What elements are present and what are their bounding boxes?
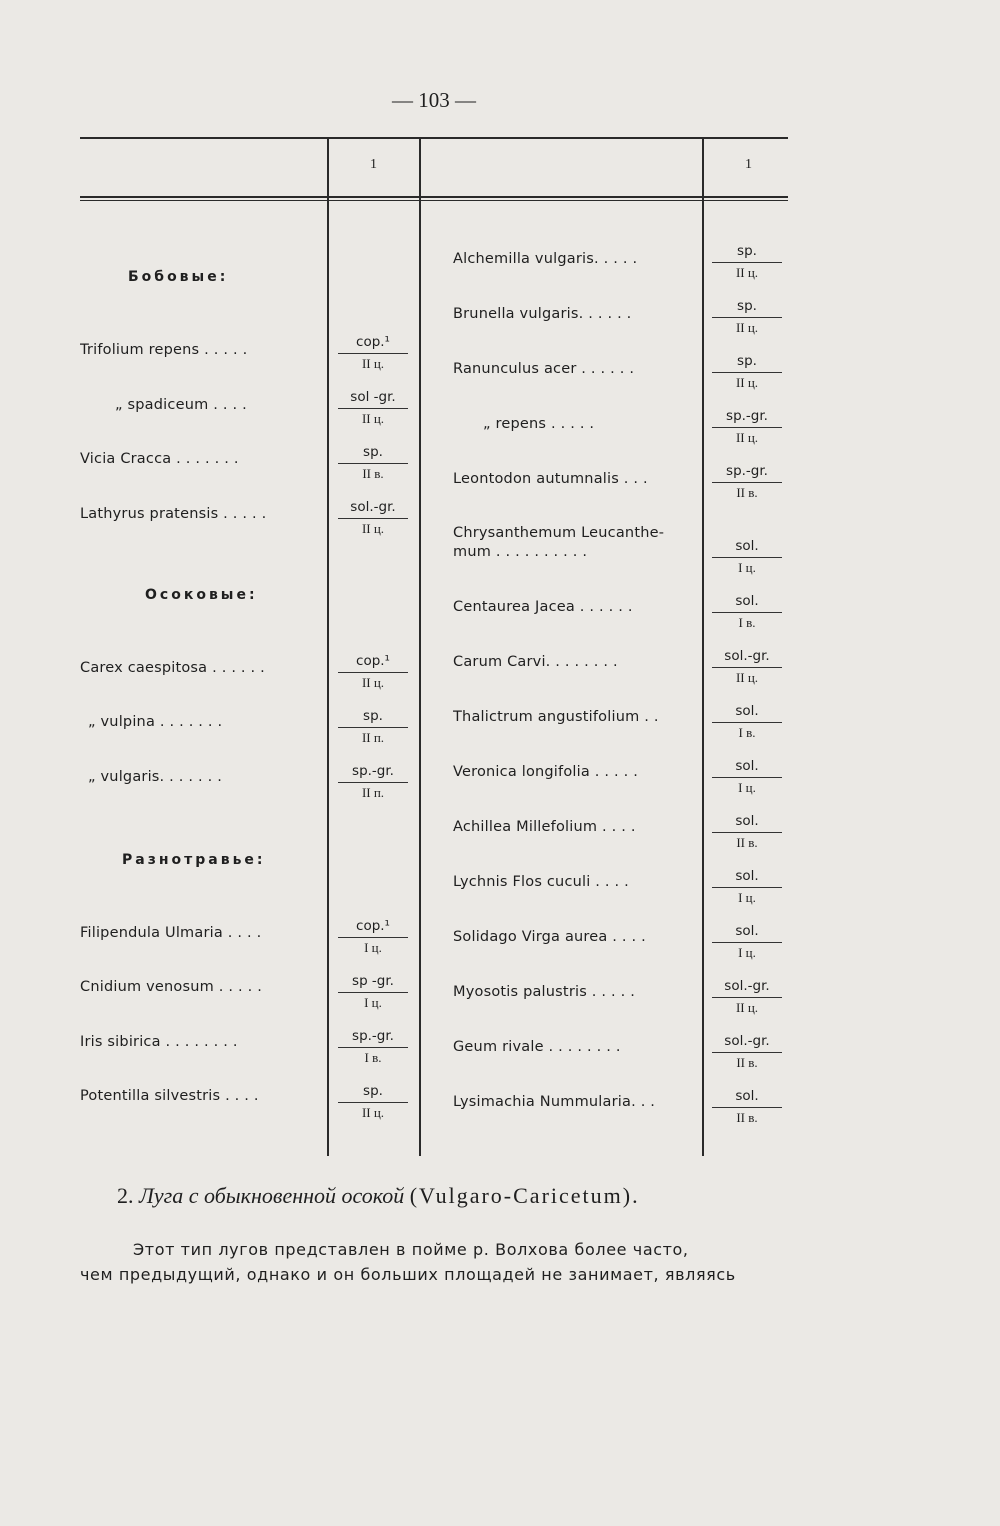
plant-name: Trifolium repens . . . . . — [80, 342, 248, 358]
table-header-rule — [80, 196, 788, 198]
plant-name: Myosotis palustris . . . . . — [453, 984, 636, 1000]
plant-name: „ spadiceum . . . . — [115, 397, 247, 413]
frequency: II ц. — [735, 670, 759, 685]
table-header-rule-2 — [80, 200, 788, 201]
plant-value — [338, 1027, 408, 1067]
frequency: II ц. — [735, 320, 759, 335]
frequency: I ц. — [738, 560, 756, 575]
frequency: II ц. — [735, 430, 759, 445]
plant-value — [712, 242, 782, 282]
plant-name: Lathyrus pratensis . . . . . — [80, 506, 267, 522]
abundance: sp. — [338, 443, 408, 464]
plant-name: „ vulpina . . . . . . . — [88, 714, 223, 730]
abundance: sol. — [712, 1087, 782, 1108]
frequency: II в. — [736, 1110, 758, 1125]
plant-name: „ repens . . . . . — [483, 416, 595, 432]
abundance: sol. — [712, 537, 782, 558]
plant-name: Chrysanthemum Leucanthe- — [453, 525, 665, 541]
frequency: I ц. — [738, 945, 756, 960]
frequency: II в. — [362, 466, 384, 481]
frequency: I ц. — [738, 890, 756, 905]
plant-name: Centaurea Jacea . . . . . . — [453, 599, 633, 615]
plant-value — [338, 388, 408, 428]
plant-name: Veronica longifolia . . . . . — [453, 764, 639, 780]
frequency: II ц. — [361, 1105, 385, 1120]
table-top-rule — [80, 137, 788, 139]
plant-value — [712, 462, 782, 502]
plant-value — [338, 707, 408, 747]
plant-value — [712, 407, 782, 447]
abundance: sol. — [712, 702, 782, 723]
frequency: I в. — [738, 725, 756, 740]
abundance: sp.-gr. — [712, 407, 782, 428]
abundance: sol. — [712, 812, 782, 833]
plant-value — [338, 443, 408, 483]
plant-name: Lychnis Flos cuculi . . . . — [453, 874, 629, 890]
header-col-right: 1 — [745, 157, 752, 172]
frequency: II в. — [736, 485, 758, 500]
plant-value — [338, 652, 408, 692]
frequency: II ц. — [735, 375, 759, 390]
plant-name: Geum rivale . . . . . . . . — [453, 1039, 621, 1055]
abundance: sp.-gr. — [338, 762, 408, 783]
plant-value — [712, 977, 782, 1017]
group-heading-forbs: Разнотравье: — [122, 852, 266, 868]
abundance: sp. — [338, 707, 408, 728]
plant-value — [712, 592, 782, 632]
abundance: sol -gr. — [338, 388, 408, 409]
plant-name: Filipendula Ulmaria . . . . — [80, 925, 262, 941]
abundance: sp -gr. — [338, 972, 408, 993]
group-heading-sedges: Осоковые: — [145, 587, 258, 603]
frequency: II ц. — [361, 411, 385, 426]
plant-value — [712, 352, 782, 392]
plant-value — [712, 1087, 782, 1127]
frequency: I в. — [738, 615, 756, 630]
plant-name: Iris sibirica . . . . . . . . — [80, 1034, 238, 1050]
frequency: II п. — [361, 730, 385, 745]
frequency: II в. — [736, 1055, 758, 1070]
plant-name: Lysimachia Nummularia. . . — [453, 1094, 656, 1110]
frequency: I в. — [364, 1050, 382, 1065]
plant-name: Achillea Millefolium . . . . — [453, 819, 636, 835]
table-col-divider-3 — [702, 139, 704, 1156]
abundance: sp. — [712, 352, 782, 373]
abundance: sol. — [712, 867, 782, 888]
plant-value — [712, 757, 782, 797]
plant-value — [338, 917, 408, 957]
abundance: sol.-gr. — [338, 498, 408, 519]
plant-value — [712, 297, 782, 337]
plant-name: Vicia Cracca . . . . . . . — [80, 451, 239, 467]
plant-value — [338, 333, 408, 373]
frequency: I ц. — [364, 940, 382, 955]
abundance: sol.-gr. — [712, 977, 782, 998]
frequency: I ц. — [364, 995, 382, 1010]
plant-value — [712, 867, 782, 907]
plant-value — [338, 972, 408, 1012]
abundance: sol.-gr. — [712, 647, 782, 668]
plant-name: Thalictrum angustifolium . . — [453, 709, 659, 725]
plant-name: „ vulgaris. . . . . . . — [88, 769, 223, 785]
plant-name: Solidago Virga aurea . . . . — [453, 929, 646, 945]
abundance: sol. — [712, 757, 782, 778]
abundance: cop.¹ — [338, 917, 408, 938]
plant-name: Carum Carvi. . . . . . . . — [453, 654, 618, 670]
plant-value — [338, 762, 408, 802]
abundance: sp. — [712, 242, 782, 263]
plant-name: Carex caespitosa . . . . . . — [80, 660, 265, 676]
abundance: cop.¹ — [338, 333, 408, 354]
paragraph-line-2: чем предыдущий, однако и он больших площадей не занимает, являясь — [80, 1265, 736, 1284]
plant-value — [712, 812, 782, 852]
plant-value — [712, 702, 782, 742]
abundance: sp. — [712, 297, 782, 318]
frequency: II ц. — [361, 356, 385, 371]
header-col-left: 1 — [370, 157, 377, 172]
plant-value — [712, 537, 782, 577]
abundance: sol. — [712, 592, 782, 613]
plant-name: Alchemilla vulgaris. . . . . — [453, 251, 638, 267]
frequency: I ц. — [738, 780, 756, 795]
abundance: cop.¹ — [338, 652, 408, 673]
plant-name: Leontodon autumnalis . . . — [453, 471, 648, 487]
page-number: — 103 — — [392, 88, 476, 112]
table-col-divider-2 — [419, 139, 421, 1156]
frequency: II ц. — [361, 675, 385, 690]
table-col-divider-1 — [327, 139, 329, 1156]
section-title — [117, 1183, 640, 1209]
plant-name: Ranunculus acer . . . . . . — [453, 361, 635, 377]
frequency: II в. — [736, 835, 758, 850]
abundance: sol.-gr. — [712, 1032, 782, 1053]
abundance: sp.-gr. — [712, 462, 782, 483]
plant-value — [712, 922, 782, 962]
section-number: 2. — [117, 1183, 134, 1208]
plant-name: Cnidium venosum . . . . . — [80, 979, 263, 995]
plant-name: Brunella vulgaris. . . . . . — [453, 306, 632, 322]
frequency: II ц. — [361, 521, 385, 536]
plant-name-continuation: mum . . . . . . . . . . — [453, 544, 588, 560]
group-heading-legumes: Бобовые: — [128, 269, 229, 285]
paragraph-line-1: Этот тип лугов представлен в пойме р. Волхова более часто, — [133, 1240, 689, 1259]
section-title-latin: (Vulgaro-Caricetum). — [409, 1183, 640, 1208]
plant-value — [712, 647, 782, 687]
abundance: sp. — [338, 1082, 408, 1103]
abundance: sol. — [712, 922, 782, 943]
plant-name: Potentilla silvestris . . . . — [80, 1088, 259, 1104]
section-title-russian: Луга с обыкновенной осокой — [139, 1183, 405, 1208]
plant-value — [338, 498, 408, 538]
plant-value — [712, 1032, 782, 1072]
plant-value — [338, 1082, 408, 1122]
frequency: II п. — [361, 785, 385, 800]
abundance: sp.-gr. — [338, 1027, 408, 1048]
frequency: II ц. — [735, 265, 759, 280]
frequency: II ц. — [735, 1000, 759, 1015]
